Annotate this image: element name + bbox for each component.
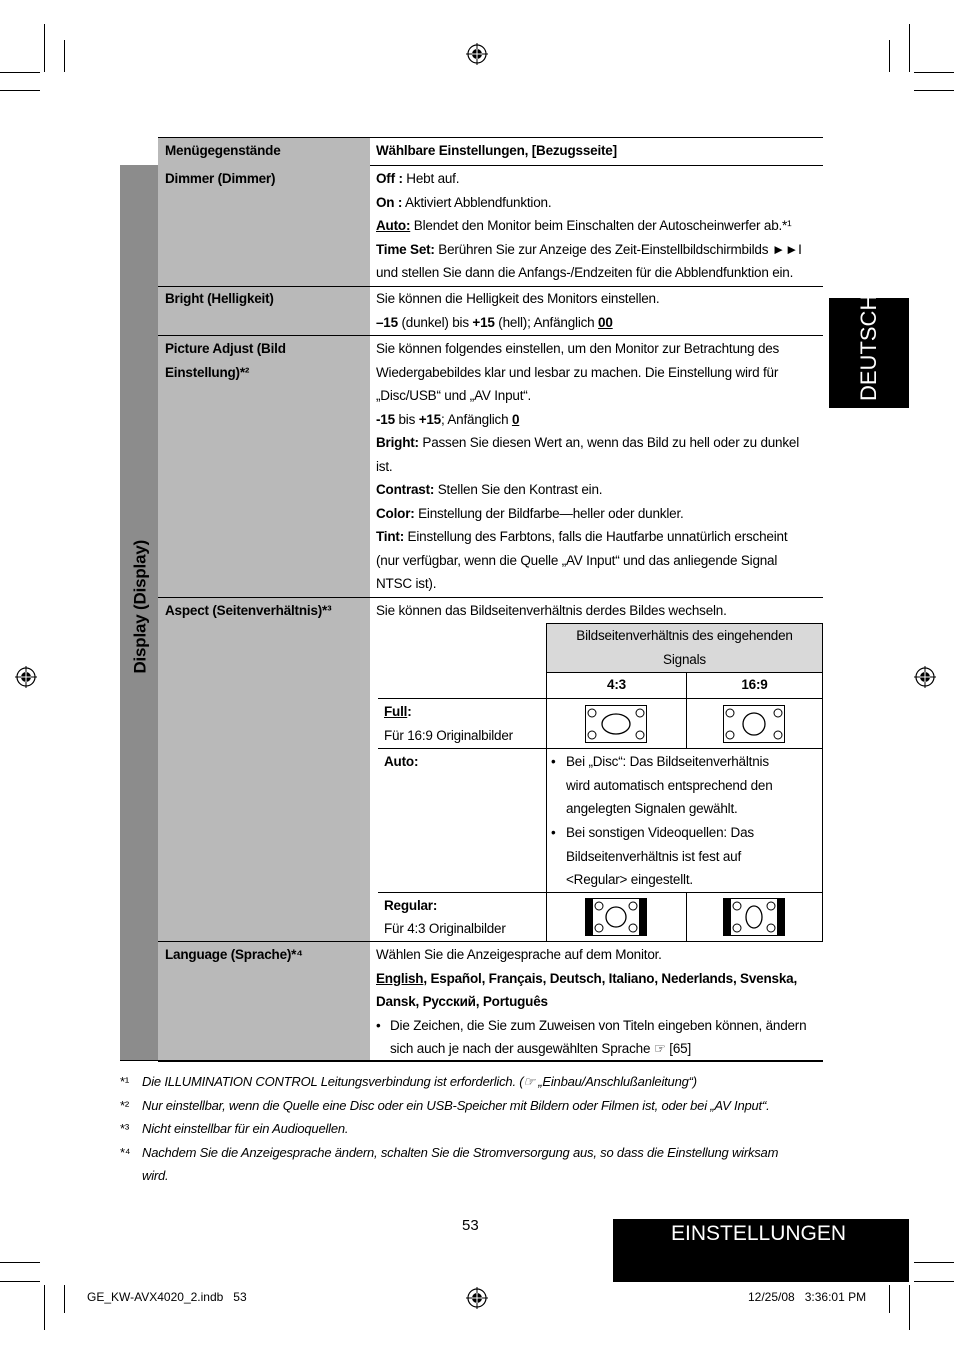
page-number: 53 bbox=[462, 1217, 479, 1234]
picture-range: -15 bis +15; Anfänglich 0 bbox=[376, 411, 520, 427]
header-item-cell bbox=[158, 137, 370, 166]
crop-mark bbox=[64, 1285, 65, 1313]
crop-mark bbox=[914, 1262, 954, 1263]
item-language: Language (Sprache)*⁴ bbox=[165, 947, 303, 962]
header-item-label: Menügegenstände bbox=[165, 143, 281, 158]
print-info-right: 12/25/08 3:36:01 PM bbox=[748, 1290, 867, 1304]
full-16-9-screen-icon bbox=[723, 705, 785, 743]
section-banner bbox=[613, 1219, 909, 1282]
regular-label-cell: Regular: Für 4:3 Originalbilder bbox=[378, 892, 547, 942]
bright-range: –15 (dunkel) bis +15 (hell); Anfänglich 00 bbox=[376, 314, 613, 330]
col-4-3: 4:3 bbox=[546, 672, 687, 699]
picture-tint: Tint: Einstellung des Farbtons, falls die Hautfarbe unnatürlich erscheint bbox=[376, 529, 788, 544]
regular-4-3-cell bbox=[546, 892, 687, 942]
picture-color: Color: Einstellung der Bildfarbe—heller oder dunkler. bbox=[376, 505, 684, 521]
crop-mark bbox=[909, 24, 910, 72]
crop-mark bbox=[914, 72, 954, 73]
language-note: • Die Zeichen, die Sie zum Zuweisen von Titeln eingeben können, ändern sich auch je nach der ausgewählten Sprache ☞ [65] bbox=[376, 1017, 807, 1056]
footnote-1: *¹ Die ILLUMINATION CONTROL Leitungsverbindung ist erforderlich. (☞ „Einbau/Anschlußanleitung“) bbox=[120, 1074, 697, 1089]
aspect-subheader: Bildseitenverhältnis des eingehenden Signals bbox=[546, 623, 823, 673]
footnote-3: *³ Nicht einstellbar für ein Audioquellen. bbox=[120, 1121, 349, 1136]
crop-mark bbox=[0, 1281, 40, 1282]
crop-mark bbox=[889, 40, 890, 72]
crop-mark bbox=[0, 90, 40, 91]
language-tab-label: DEUTSCH bbox=[856, 294, 881, 401]
crop-mark bbox=[914, 90, 954, 91]
aspect-intro: Sie können das Bildseitenverhältnis derdes Bildes wechseln. bbox=[376, 603, 727, 618]
language-options: English, Español, Français, Deutsch, Italiano, Nederlands, Svenska, bbox=[376, 970, 797, 986]
dimmer-option-off: Off : Hebt auf. bbox=[376, 171, 460, 186]
crop-mark bbox=[64, 40, 65, 72]
dimmer-option-on: On : Aktiviert Abblendfunktion. bbox=[376, 194, 552, 210]
crop-mark bbox=[0, 72, 40, 73]
footnote-2: *² Nur einstellbar, wenn die Quelle eine Disc oder ein USB-Speicher mit Bildern oder Filmen ist, oder bei „AV Input“. bbox=[120, 1098, 770, 1113]
picture-adjust-description: Sie können folgendes einstellen, um den Monitor zur Betrachtung des Wiedergabebildes klar und lesbar zu machen. Die Einstellung wird für „Disc/USB“ und „AV Input“. -15 bis +15; Anfänglich 0 Bright: Passen Sie diesen Wert an, wenn das Bild zu hell oder zu dunkel ist. Contrast: Stellen Sie den Kontrast ein. Color: Einstellung der Bildfarbe—heller oder dunkler. Tint: Einstellung des Farbtons, falls die Hautfarbe unnatürlich erscheint (nur verfügbar, wenn die Quelle „AV Input“ und das anliegende Signal NTSC ist). bbox=[376, 337, 823, 596]
crop-mark bbox=[909, 1285, 910, 1330]
header-settings-label: Wählbare Einstellungen, [Bezugsseite] bbox=[376, 143, 617, 158]
registration-mark-icon bbox=[914, 666, 936, 688]
dimmer-time-set-cont: und stellen Sie dann die Anfangs-/Endzeiten für die Abblendfunktion ein. bbox=[376, 265, 794, 280]
item-dimmer: Dimmer (Dimmer) bbox=[165, 171, 276, 186]
dimmer-description bbox=[376, 167, 823, 285]
registration-mark-icon bbox=[15, 666, 37, 688]
footnote-4: *⁴ Nachdem Sie die Anzeigesprache ändern, schalten Sie die Stromversorgung aus, so dass die Einstellung wirksam bbox=[120, 1145, 779, 1160]
item-aspect: Aspect (Seitenverhältnis)*³ bbox=[165, 603, 332, 618]
crop-mark bbox=[914, 1281, 954, 1282]
auto-label-cell: Auto: bbox=[378, 748, 547, 893]
print-info-left: GE_KW-AVX4020_2.indb 53 bbox=[87, 1290, 247, 1304]
section-banner-label: EINSTELLUNGEN bbox=[671, 1222, 847, 1245]
full-4-3-screen-icon bbox=[585, 705, 647, 743]
full-16-9-cell bbox=[686, 698, 823, 749]
category-sidebar bbox=[120, 165, 158, 1061]
bright-line: Sie können die Helligkeit des Monitors einstellen. bbox=[376, 291, 660, 306]
bright-description bbox=[376, 287, 823, 334]
dimmer-option-auto: Auto: Blendet den Monitor beim Einschalten der Autoscheinwerfer ab.*¹ bbox=[376, 218, 792, 233]
auto-description-cell: • Bei „Disc“: Das Bildseitenverhältnis wird automatisch entsprechend den angelegten Signalen gewählt. • Bei sonstigen Videoquellen: Das Bildseitenverhältnis ist fest auf <Regular> eingestellt. bbox=[546, 748, 823, 893]
regular-16-9-cell bbox=[686, 892, 823, 942]
picture-contrast: Contrast: Stellen Sie den Kontrast ein. bbox=[376, 482, 603, 497]
language-description: Wählen Sie die Anzeigesprache auf dem Monitor. English, Español, Français, Deutsch, Italiano, Nederlands, Svenska, Dansk, Русский, Português • Die Zeichen, die Sie zum Zuweisen von Titeln eingeben können, ändern sich auch je nach der ausgewählten Sprache ☞ [65] bbox=[376, 943, 823, 1061]
footnote-4-cont: wird. bbox=[142, 1168, 169, 1183]
item-bright: Bright (Helligkeit) bbox=[165, 291, 274, 306]
registration-mark-icon bbox=[466, 43, 488, 65]
crop-mark bbox=[44, 1285, 45, 1330]
full-4-3-cell bbox=[546, 698, 687, 749]
crop-mark bbox=[44, 24, 45, 72]
item-picture-adjust: Picture Adjust (Bild Einstellung)*² bbox=[165, 341, 286, 380]
language-tab bbox=[829, 294, 909, 408]
registration-mark-icon bbox=[466, 1287, 488, 1309]
category-label: Display (Display) bbox=[130, 539, 150, 674]
crop-mark bbox=[0, 1262, 40, 1263]
picture-bright: Bright: Passen Sie diesen Wert an, wenn das Bild zu hell oder zu dunkel bbox=[376, 435, 800, 450]
col-16-9: 16:9 bbox=[686, 672, 823, 699]
crop-mark bbox=[889, 1285, 890, 1313]
header-settings-cell bbox=[370, 137, 823, 166]
full-label-cell: Full: Für 16:9 Originalbilder bbox=[378, 698, 547, 749]
dimmer-option-time-set: Time Set: Berühren Sie zur Anzeige des Zeit-Einstellbildschirmbilds ►►I bbox=[376, 241, 802, 257]
regular-16-9-screen-icon bbox=[723, 898, 785, 936]
regular-4-3-screen-icon bbox=[585, 898, 647, 936]
